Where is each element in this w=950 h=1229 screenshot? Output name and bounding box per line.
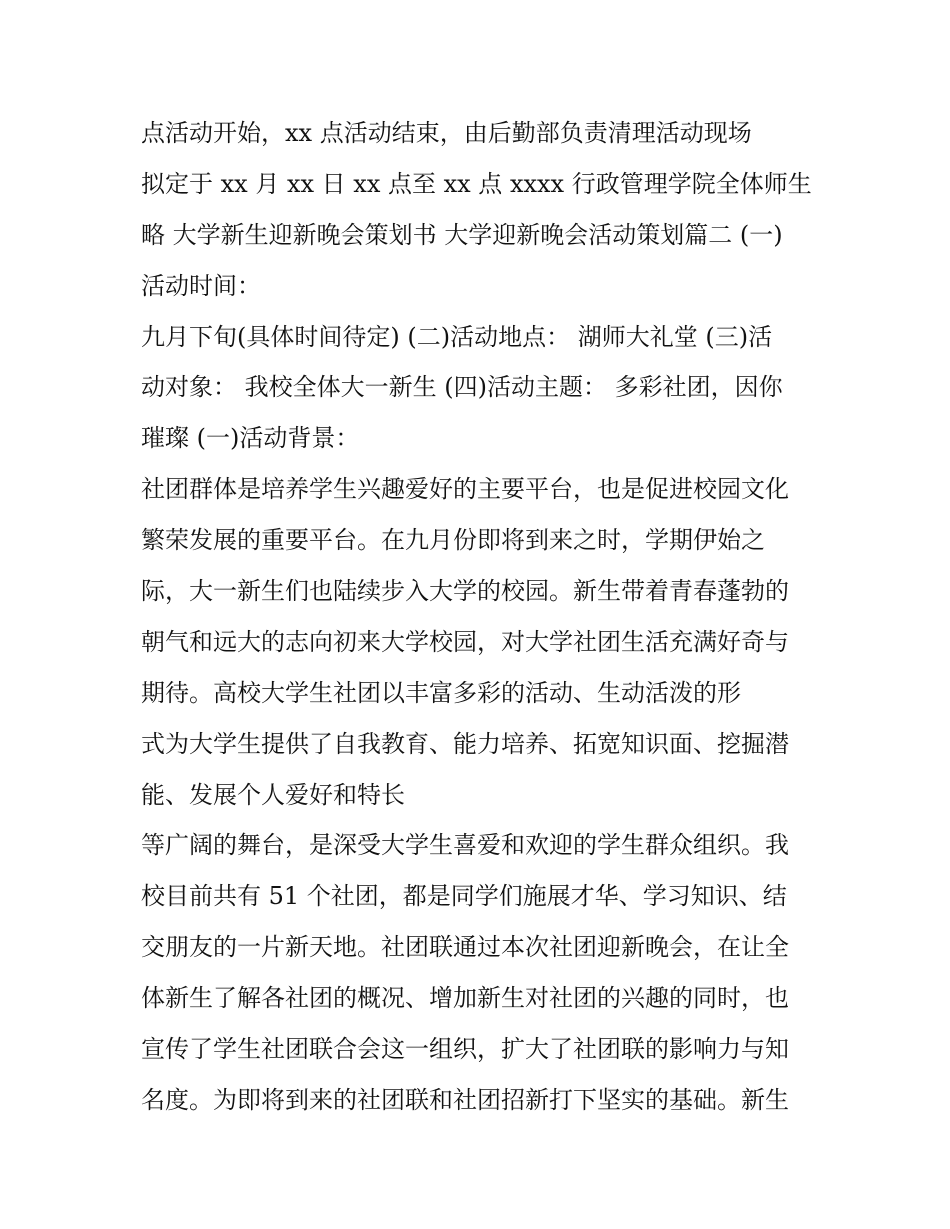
text-line: 点活动开始，xx 点活动结束，由后勤部负责清理活动现场: [141, 119, 752, 147]
text-line: 繁荣发展的重要平台。在九月份即将到来之时，学期伊始之: [141, 526, 765, 555]
text-line: 期待。高校大学生社团以丰富多彩的活动、生动活泼的形: [141, 678, 741, 707]
text-line: 朝气和远大的志向初来大学校园，对大学社团生活充满好奇与: [141, 627, 789, 656]
text-line: 式为大学生提供了自我教育、能力培养、拓宽知识面、挖掘潜: [141, 729, 789, 758]
text-line: 校目前共有 51 个社团，都是同学们施展才华、学习知识、结: [141, 882, 787, 911]
text-line: 等广阔的舞台，是深受大学生喜爱和欢迎的学生群众组织。我: [141, 831, 789, 860]
text-line: 璀璨 (一)活动背景：: [141, 424, 360, 453]
body-text: [141, 108, 821, 1126]
text-line: 拟定于 xx 月 xx 日 xx 点至 xx 点 xxxx 行政管理学院全体师生: [141, 169, 812, 198]
text-line: 体新生了解各社团的概况、增加新生对社团的兴趣的同时，也: [141, 984, 789, 1013]
text-line: 际，大一新生们也陆续步入大学的校园。新生带着青春蓬勃的: [141, 577, 789, 606]
text-line: 略 大学新生迎新晚会策划书 大学迎新晚会活动策划篇二 (一): [141, 220, 783, 249]
text-line: 活动时间：: [141, 271, 261, 300]
text-line: 九月下旬(具体时间待定) (二)活动地点： 湖师大礼堂 (三)活: [141, 322, 773, 351]
text-line: 名度。为即将到来的社团联和社团招新打下坚实的基础。新生: [141, 1085, 789, 1114]
text-line: 社团群体是培养学生兴趣爱好的主要平台，也是促进校园文化: [141, 475, 789, 504]
text-line: 宣传了学生社团联合会这一组织，扩大了社团联的影响力与知: [141, 1035, 789, 1064]
text-line: 动对象： 我校全体大一新生 (四)活动主题： 多彩社团，因你: [141, 373, 783, 402]
text-line: 交朋友的一片新天地。社团联通过本次社团迎新晚会，在让全: [141, 933, 789, 962]
text-line: 能、发展个人爱好和特长: [141, 780, 405, 809]
